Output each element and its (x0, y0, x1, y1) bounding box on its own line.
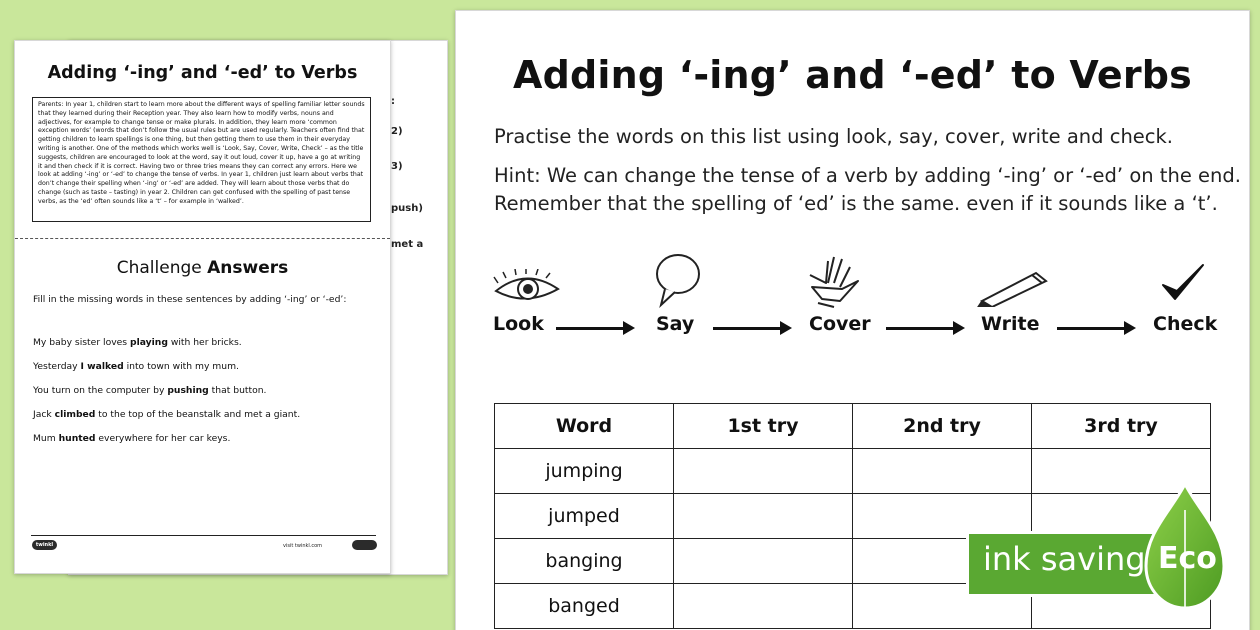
arrow-icon (556, 327, 626, 330)
answer-word: pushing (167, 385, 209, 396)
word-cell: jumped (495, 494, 674, 539)
try-cell[interactable] (853, 449, 1032, 494)
step-say: Say (656, 313, 695, 335)
column-header: 2nd try (853, 404, 1032, 449)
answer-word: playing (130, 337, 168, 348)
answer-sentence: You turn on the computer by pushing that button. (33, 385, 267, 396)
challenge-word: Challenge (116, 258, 202, 278)
footer-url: visit twinkl.com (283, 543, 323, 549)
peek-text: 2) (391, 126, 403, 137)
peek-text: push) (391, 203, 423, 214)
peek-text: : (391, 96, 395, 107)
hint-line-1: Hint: We can change the tense of a verb by adding ‘-ing’ or ‘-ed’ on the end. (494, 164, 1241, 187)
answer-sentence: My baby sister loves playing with her bricks. (33, 337, 242, 348)
try-cell[interactable] (674, 449, 853, 494)
pencil-icon (976, 267, 1056, 307)
column-header: Word (495, 404, 674, 449)
word-cell: banging (495, 539, 674, 584)
hint-line-2: Remember that the spelling of ‘ed’ is the same. even if it sounds like a ‘t’. (494, 192, 1218, 215)
answer-word: I walked (80, 361, 124, 372)
column-header: 3rd try (1032, 404, 1211, 449)
checkmark-icon (1161, 263, 1205, 305)
peek-text: 3) (391, 161, 403, 172)
column-header: 1st try (674, 404, 853, 449)
answer-word: hunted (58, 433, 96, 444)
dashed-divider (15, 238, 390, 239)
worksheet-title: Adding ‘-ing’ and ‘-ed’ to Verbs (512, 53, 1192, 97)
hand-icon (804, 253, 864, 309)
arrow-icon (1057, 327, 1127, 330)
word-cell: jumping (495, 449, 674, 494)
answers-word: Answers (207, 258, 289, 278)
answers-worksheet-page (14, 40, 391, 574)
try-cell[interactable] (674, 539, 853, 584)
answer-word: climbed (54, 409, 96, 420)
answer-sentence: Mum hunted everywhere for her car keys. (33, 433, 231, 444)
eye-icon (492, 269, 562, 309)
word-cell: banged (495, 584, 674, 629)
try-cell[interactable] (674, 494, 853, 539)
page-footer-rule (31, 535, 376, 536)
arrow-icon (713, 327, 783, 330)
arrow-icon (886, 327, 956, 330)
twinkl-logo: twinkl (32, 540, 57, 550)
instruction-text: Practise the words on this list using look, say, cover, write and check. (494, 125, 1174, 148)
try-cell[interactable] (674, 584, 853, 629)
answers-page-title: Adding ‘-ing’ and ‘-ed’ to Verbs (47, 63, 358, 83)
step-write: Write (981, 313, 1040, 335)
parents-note-box: Parents: In year 1, children start to learn more about the different ways of spelling familiar letter sounds that they learned during their Reception year. They also learn how to modify verbs, nouns and adjectives, for example to change tense or make plurals. In addition, they learn more ‘common exception words’ (words that don’t follow the usual rules but are used regularly. Teachers often find that getting children to learn spellings is one thing, but then getting them to use them in their everyday writing is another. One of the methods which works well is ‘Look, Say, Cover, Write, Check’ – as the title suggests, children are encouraged to look at the word, say it out loud, cover it up, have a go at writing it and then check if it is correct. Having two or three tries means they can correct any errors. Here we look at adding ‘-ing’ or ‘-ed’ to change the tense of verbs. In year 1, children just learn about verbs that don’t change their spelling when ‘-ing’ or ‘-ed’ are added. They will learn about those verbs that do change (such as taste – tasting) in year 2. Children can get confused with the spelling of past tense verbs, as the ‘ed’ often sounds like a ‘t’ – for example in ‘walked’. (32, 97, 371, 222)
answer-sentence: Yesterday I walked into town with my mum. (33, 361, 239, 372)
step-look: Look (493, 313, 544, 335)
table-row (495, 449, 1211, 494)
challenge-answers-heading (15, 258, 390, 278)
footer-badge-icon (352, 540, 377, 550)
speech-bubble-icon (653, 252, 703, 308)
eco-label: Eco (1158, 541, 1217, 576)
challenge-instruction: Fill in the missing words in these sentences by adding ‘-ing’ or ‘-ed’: (33, 294, 347, 305)
table-header-row (495, 404, 1211, 449)
answer-sentence: Jack climbed to the top of the beanstalk and met a giant. (33, 409, 301, 420)
step-check: Check (1153, 313, 1218, 335)
ink-saving-label: ink saving (983, 540, 1146, 578)
step-cover: Cover (809, 313, 871, 335)
peek-text: met a (391, 239, 424, 250)
